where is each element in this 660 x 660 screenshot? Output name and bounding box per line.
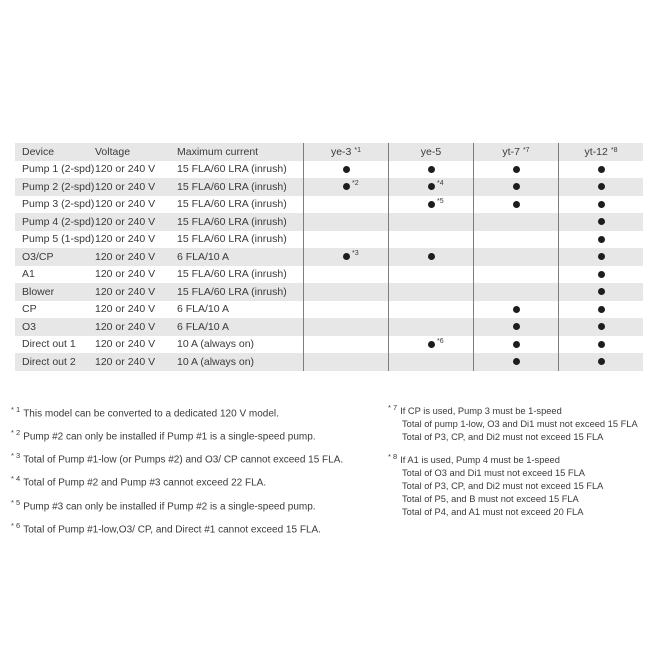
footnote-text: Total of P5, and B must not exceed 15 FLA <box>402 493 579 504</box>
model-cell <box>558 283 643 301</box>
column-header-max-current: Maximum current <box>177 145 259 158</box>
model-cell <box>388 178 473 196</box>
model-cell <box>303 336 388 354</box>
footnote-item <box>11 470 343 493</box>
max-current-cell: 6 FLA/10 A <box>177 250 229 263</box>
compatibility-dot <box>598 288 605 295</box>
model-cell <box>303 213 388 231</box>
footnote-item <box>11 494 343 517</box>
footnote-marker: * 3 <box>11 451 21 461</box>
model-column-label: yt-7 <box>502 145 520 158</box>
footnote-text: Total of pump 1-low, O3 and Di1 must not exceed 15 FLA <box>402 418 638 429</box>
model-cell <box>388 336 473 354</box>
footnote-text: Total of Pump #1-low,O3/ CP, and Direct #1 cannot exceed 15 FLA. <box>23 523 321 535</box>
footnote-item <box>11 517 343 540</box>
model-cell <box>473 196 558 214</box>
compatibility-dot <box>598 341 605 348</box>
footnote-text: Pump #3 can only be installed if Pump #2 is a single-speed pump. <box>23 500 316 512</box>
model-cell <box>473 283 558 301</box>
model-cell <box>473 248 558 266</box>
footnote-line <box>388 467 638 480</box>
footnote-marker: * 4 <box>11 474 21 484</box>
table-row <box>15 161 643 179</box>
model-cell <box>388 283 473 301</box>
footnote-text: Total of O3 and Di1 must not exceed 15 FLA <box>402 468 585 479</box>
compatibility-dot <box>598 306 605 313</box>
column-header-model-3 <box>558 143 643 161</box>
footnote-line <box>388 506 638 519</box>
footnote-line <box>388 493 638 506</box>
footnote-ref: *8 <box>610 147 618 155</box>
footnote-ref: *2 <box>352 180 359 187</box>
model-cell <box>303 318 388 336</box>
compatibility-dot <box>343 166 350 173</box>
model-cell <box>558 213 643 231</box>
model-cell <box>558 318 643 336</box>
model-cell <box>558 336 643 354</box>
footnote-text: Total of Pump #2 and Pump #3 cannot exceed 22 FLA. <box>23 477 267 489</box>
voltage-cell: 120 or 240 V <box>95 268 156 281</box>
compatibility-dot <box>513 341 520 348</box>
table-row <box>15 318 643 336</box>
footnote-ref: *4 <box>437 180 444 187</box>
model-cell <box>558 353 643 371</box>
max-current-cell: 15 FLA/60 LRA (inrush) <box>177 233 287 246</box>
device-cell: Direct out 2 <box>22 355 76 368</box>
table-row <box>15 283 643 301</box>
footnote-ref: *3 <box>352 250 359 257</box>
footnote-text: Total of Pump #1-low (or Pumps #2) and O3/ CP cannot exceed 15 FLA. <box>23 454 344 466</box>
model-cell <box>303 266 388 284</box>
max-current-cell: 15 FLA/60 LRA (inrush) <box>177 215 287 228</box>
model-cell <box>473 336 558 354</box>
footnote-marker: * 7 <box>388 403 398 412</box>
voltage-cell: 120 or 240 V <box>95 338 156 351</box>
column-header-voltage: Voltage <box>95 145 131 158</box>
compatibility-dot <box>428 341 435 348</box>
max-current-cell: 15 FLA/60 LRA (inrush) <box>177 163 287 176</box>
device-cell: Pump 1 (2-spd) <box>22 163 95 176</box>
model-cell <box>303 301 388 319</box>
spec-table <box>15 143 643 371</box>
footnotes-left <box>11 401 343 540</box>
footnote-marker: * 1 <box>11 405 21 414</box>
compatibility-dot <box>598 218 605 225</box>
model-cell <box>303 231 388 249</box>
footnote-ref: *1 <box>354 147 362 155</box>
table-row <box>15 266 643 284</box>
voltage-cell: 120 or 240 V <box>95 215 156 228</box>
model-cell <box>558 231 643 249</box>
model-cell <box>473 266 558 284</box>
model-cell <box>473 231 558 249</box>
model-cell <box>388 231 473 249</box>
compatibility-dot <box>598 271 605 278</box>
device-cell: Pump 4 (2-spd) <box>22 215 95 228</box>
compatibility-dot <box>598 183 605 190</box>
compatibility-dot <box>598 323 605 330</box>
model-cell <box>558 248 643 266</box>
model-cell <box>558 196 643 214</box>
compatibility-dot <box>513 306 520 313</box>
device-cell: CP <box>22 303 37 316</box>
footnote-item <box>11 401 343 424</box>
table-row <box>15 248 643 266</box>
max-current-cell: 15 FLA/60 LRA (inrush) <box>177 268 287 281</box>
max-current-cell: 15 FLA/60 LRA (inrush) <box>177 198 287 211</box>
table-row <box>15 336 643 354</box>
table-row <box>15 196 643 214</box>
footnote-text: Total of P4, and A1 must not exceed 20 FLA <box>402 506 584 517</box>
device-cell: A1 <box>22 268 35 281</box>
footnote-item <box>11 447 343 470</box>
model-cell <box>388 161 473 179</box>
compatibility-dot <box>513 323 520 330</box>
device-cell: Blower <box>22 285 55 298</box>
footnote-marker: * 8 <box>388 452 398 462</box>
model-cell <box>388 196 473 214</box>
compatibility-dot <box>598 201 605 208</box>
table-header-row <box>15 143 643 161</box>
column-header-model-1 <box>388 143 473 161</box>
max-current-cell: 15 FLA/60 LRA (inrush) <box>177 180 287 193</box>
compatibility-dot <box>343 253 350 260</box>
footnote-text: If A1 is used, Pump 4 must be 1-speed <box>400 455 560 466</box>
compatibility-dot <box>513 183 520 190</box>
footnote-marker: * 6 <box>11 520 21 530</box>
voltage-cell: 120 or 240 V <box>95 285 156 298</box>
model-cell <box>388 301 473 319</box>
voltage-cell: 120 or 240 V <box>95 233 156 246</box>
compatibility-dot <box>513 201 520 208</box>
footnote-group <box>388 402 638 443</box>
model-cell <box>558 178 643 196</box>
model-cell <box>473 301 558 319</box>
voltage-cell: 120 or 240 V <box>95 303 156 316</box>
compatibility-dot <box>598 166 605 173</box>
compatibility-dot <box>428 183 435 190</box>
compatibility-dot <box>428 253 435 260</box>
table-row <box>15 178 643 196</box>
voltage-cell: 120 or 240 V <box>95 180 156 193</box>
device-cell: Pump 5 (1-spd) <box>22 233 95 246</box>
compatibility-dot <box>428 201 435 208</box>
table-row <box>15 353 643 371</box>
model-cell <box>473 161 558 179</box>
model-cell <box>388 318 473 336</box>
model-cell <box>303 161 388 179</box>
compatibility-dot <box>513 166 520 173</box>
footnote-ref: *7 <box>522 147 530 155</box>
model-column-label: ye-3 <box>330 145 352 158</box>
footnote-marker: * 5 <box>11 497 21 507</box>
footnote-line <box>388 480 638 493</box>
compatibility-dot <box>598 236 605 243</box>
compatibility-dot <box>343 183 350 190</box>
column-header-device: Device <box>22 145 55 158</box>
footnote-ref: *6 <box>437 337 444 345</box>
column-header-model-0 <box>303 143 388 161</box>
model-cell <box>303 178 388 196</box>
table-row <box>15 231 643 249</box>
model-cell <box>303 248 388 266</box>
device-cell: O3/CP <box>22 250 54 263</box>
device-cell: Pump 2 (2-spd) <box>22 180 95 193</box>
max-current-cell: 15 FLA/60 LRA (inrush) <box>177 285 287 298</box>
model-cell <box>303 353 388 371</box>
model-cell <box>558 161 643 179</box>
model-cell <box>473 353 558 371</box>
footnote-line <box>388 418 638 431</box>
compatibility-dot <box>428 166 435 173</box>
table-row <box>15 213 643 231</box>
footnote-ref: *5 <box>437 197 444 205</box>
max-current-cell: 10 A (always on) <box>177 338 255 351</box>
footnote-text: This model can be converted to a dedicated 120 V model. <box>23 408 279 420</box>
model-cell <box>473 178 558 196</box>
model-column-label: yt-12 <box>584 145 608 158</box>
max-current-cell: 6 FLA/10 A <box>177 320 229 333</box>
footnotes-right <box>388 402 638 527</box>
voltage-cell: 120 or 240 V <box>95 198 156 211</box>
compatibility-dot <box>513 358 520 365</box>
footnote-line <box>388 431 638 444</box>
voltage-cell: 120 or 240 V <box>95 250 156 263</box>
model-column-label: ye-5 <box>420 145 442 158</box>
table-row <box>15 301 643 319</box>
footnote-item <box>11 424 343 447</box>
model-cell <box>388 266 473 284</box>
footnote-line <box>388 402 638 418</box>
device-cell: Pump 3 (2-spd) <box>22 198 95 211</box>
footnote-marker: * 2 <box>11 428 21 438</box>
footnote-line <box>388 451 638 467</box>
footnote-text: Total of P3, CP, and Di2 must not exceed 15 FLA <box>402 481 604 492</box>
model-cell <box>473 213 558 231</box>
model-cell <box>388 353 473 371</box>
voltage-cell: 120 or 240 V <box>95 320 156 333</box>
footnote-text: If CP is used, Pump 3 must be 1-speed <box>400 406 562 417</box>
model-cell <box>303 196 388 214</box>
footnote-group <box>388 451 638 518</box>
max-current-cell: 6 FLA/10 A <box>177 303 229 316</box>
device-cell: Direct out 1 <box>22 338 76 351</box>
voltage-cell: 120 or 240 V <box>95 163 156 176</box>
model-cell <box>388 213 473 231</box>
compatibility-dot <box>598 358 605 365</box>
model-cell <box>388 248 473 266</box>
voltage-cell: 120 or 240 V <box>95 355 156 368</box>
column-header-model-2 <box>473 143 558 161</box>
model-cell <box>473 318 558 336</box>
device-cell: O3 <box>22 320 37 333</box>
footnote-text: Pump #2 can only be installed if Pump #1 is a single-speed pump. <box>23 431 316 443</box>
model-cell <box>303 283 388 301</box>
model-cell <box>558 301 643 319</box>
model-cell <box>558 266 643 284</box>
max-current-cell: 10 A (always on) <box>177 355 255 368</box>
footnote-text: Total of P3, CP, and Di2 must not exceed 15 FLA <box>402 431 604 442</box>
compatibility-dot <box>598 253 605 260</box>
